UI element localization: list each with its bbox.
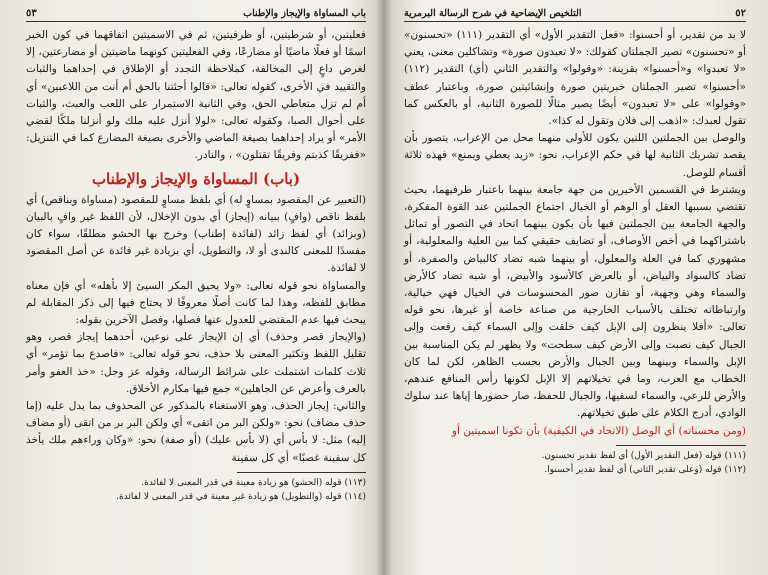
paragraph: (ومن محسناته) أي الوصل (الاتحاد في الكيفية) بأن تكونا اسميتين أو — [451, 424, 746, 437]
footnote-divider — [616, 445, 746, 446]
running-title: باب المساواة والإيجاز والإطناب — [243, 8, 366, 19]
paragraph: لا بد من تقدير، أو أحسنوا: «فعل التقدير الأول» أي التقدير (١١١) «تحسنون» أو «تحسنون» تصير الجملتان كقولك: «لا تعبدون صورة» وتشاكلين معنى، يعني «لا تعبدوا» و«أحسنوا» بقرينة: «وقولوا» والتقدير الثاني (أي) التقدير (١١٢) «أحسنوا» تصير الجملتان خبريتين صورة وإنشائيتين صورة، وباعتبار عطف «وقولوا» على «لا تعبدون» أيضًا يصير مثالًا للصورة الثانية، أو بالعكس كما تقول لعبدك: «اذهب إلى فلان وتقول له كذا». — [404, 29, 746, 128]
paragraph: (والإيجاز قصر وحذف) أي إن الإيجاز على نوعين، أحدهما إيجاز قصر، وهو تقليل اللفظ وتكثير المعنى بلا حذف، نحو قوله تعالى: «فاصدع بما تؤمر» أي ثلاث كلمات اشتملت على شرائط الرسالة، وقوله عز وجل: «خذ العفو وأمر بالعرف وأعرض عن الجاهلين» جمع فيها مكارم الأخلاق. — [26, 331, 366, 395]
section-title: (باب) المساواة والإيجاز والإطناب — [91, 169, 301, 188]
running-title: التلخيص الإيضاحية في شرح الرسالة البرمرية — [404, 8, 582, 19]
left-running-head — [26, 8, 366, 22]
paragraph: والوصل بين الجملتين اللتين يكون للأولى منهما محل من الإعراب، يتصور بأن يقصد تشريك الثانية لها في حكم الإعراب، نحو: «زيد يعطي ويمنع» فهذه ثلاثة أقسام للوصل. — [404, 132, 746, 179]
footnote: (١١١) قوله (فعل التقدير الأول) أي لفظ تقدير تحسنون. — [541, 450, 746, 461]
paragraph: والمساواة نحو قوله تعالى: «ولا يحيق المكر السيئ إلا بأهله» أي فإن معناه مطابق للفظه، وهذا لما كانت أصلًا معروفًا لا يحتاج فيها إلى ذكر المقابلة لم يبحث فيها عدم المقتضي للعدول عنها فصلها، وفصل الآخرين بقوله: — [26, 279, 366, 327]
paragraph: فعليتين، أو شرطيتين، أو ظرفيتين، ثم في الاسميتين اتفاقهما في كون الخبر اسمًا أو فعلًا ماضيًا أو مضارعًا، وفي الفعليتين كونهما ماضيتين أو مضارعتين، إلا لغرض داعٍ إلى المخالفة، كملاحظة التجدد أو الإطلاق في إحداهما والثبات والتقييد في الأخرى، كقوله تعالى: «قالوا أجئتنا بالحق أم أنت من اللاعبين» أي أم لم تزل متعاطي الحق، وفي الثانية الاستمرار على اللعب والعبث، والثبات على أحوال الصبا، وكقوله تعالى: «لولا أنزل عليه ملك ولو أنزلنا ملكًا لقضي الأمر» أو يراد إحداهما بصيغة الماضي والأخرى بصيغة المضارع كما في التنزيل: «ففريقًا كذبتم وفريقًا تقتلون» ، والنادر. — [26, 29, 366, 162]
right-page — [396, 0, 758, 575]
paragraph: والثاني: إيجاز الحذف، وهو الاستغناء بالمذكور عن المحذوف بما يدل عليه (إما حذف مضاف) نحو: «ولكن البر من اتقى» أي ولكن البر بر من اتقى (أو مضاف إليه) مثل: لا بأس أي (لا بأس عليك) (أو صفة) نحو: «وكان وراءهم ملك يأخذ كل سفينة غصبًا» أي كل سفينة — [26, 400, 366, 464]
page-number: ٥٣ — [26, 8, 37, 19]
paragraph: (التعبير عن المقصود بمساوٍ له) أي بلفظ مساوٍ للمقصود (مساواة وبناقص) أي بلفظ ناقص (وافٍ) ببيانه (إيجاز) أي بدون الإخلال، لأن اللفظ غير وافٍ بالبيان (وبزائد) أي لفظ زائد (لفائدة إطناب) وخرج بها الحشو مطلقًا، سواء كان مفسدًا للمعنى كالندى أو لا، والتطويل، أي بزيادة غير فائدة عن أصل المقصود لا لفائدة. — [26, 193, 366, 275]
footnote: (١١٢) قوله (وعلى تقدير الثاني) أي لفظ تقدير أحسنوا. — [544, 464, 746, 475]
footnote: (١١٤) قوله (والتطويل) هو زيادة غير معينة في قدر المعنى لا لفائدة. — [116, 491, 366, 502]
left-page — [12, 0, 376, 575]
right-footnotes — [404, 449, 746, 477]
footnote: (١١٣) قوله (الحشو) هو زيادة معينة في قدر المعنى لا لفائدة. — [141, 477, 366, 488]
right-running-head — [404, 8, 746, 22]
page-number: ٥٢ — [735, 8, 746, 19]
paragraph: ويشترط في القسمين الأخيرين من جهة جامعة بينهما باعتبار طرفيهما، بحيث تقتضي بسببها العقل أو الوهم أو الخيال اجتماع الجملتين عند القوة المفكرة، والجهة الجامعة بين الجملتين فيها بأن يكون بينهما اتحاد في التصور أو تماثل باشتراكهما في أخص الأوصاف، أو تضايف حقيقي كما بين العلية والمعلولية، أو مشهوري كما في العلة والمعلول، أو بينهما شبه تضاد كالبياض والصفرة، أو تضاد كالسواد والبياض، أو بالعرض كالأسود والأبيض، أو شبه تضاد كالأرض والسماء وهي وجهية، أو تقارن صور المحسوسات في الخيال فهي خيالية، وارتباطاته تختلف بالأسباب الخارجية من صناعة خاصة أو غيرها، نحو قوله تعالى: «أفلا ينظرون إلى الإبل كيف خلقت وإلى السماء كيف رفعت وإلى الجبال كيف نصبت وإلى الأرض كيف سطحت» ولا يظهر لم يكن المناسبة بين الإبل والسماء وبينهما وبين الجبال والأرض بحسب الظاهر، لكن لما كان الخطاب مع العرب، وما في تخيلاتهم إلا الإبل لكونها رأس المنافع عندهم، والأرض للرعي، والسماء لسقيها، والجبال للحفظ، صار حضورها إياها عند سلوك الوادي، أدرج الكلام على طبق تخيلاتهم. — [404, 183, 746, 420]
left-footnotes — [26, 476, 366, 504]
book-gutter — [376, 0, 392, 575]
right-page-body — [404, 27, 746, 440]
left-page-body — [26, 27, 366, 467]
footnote-divider — [237, 472, 366, 473]
